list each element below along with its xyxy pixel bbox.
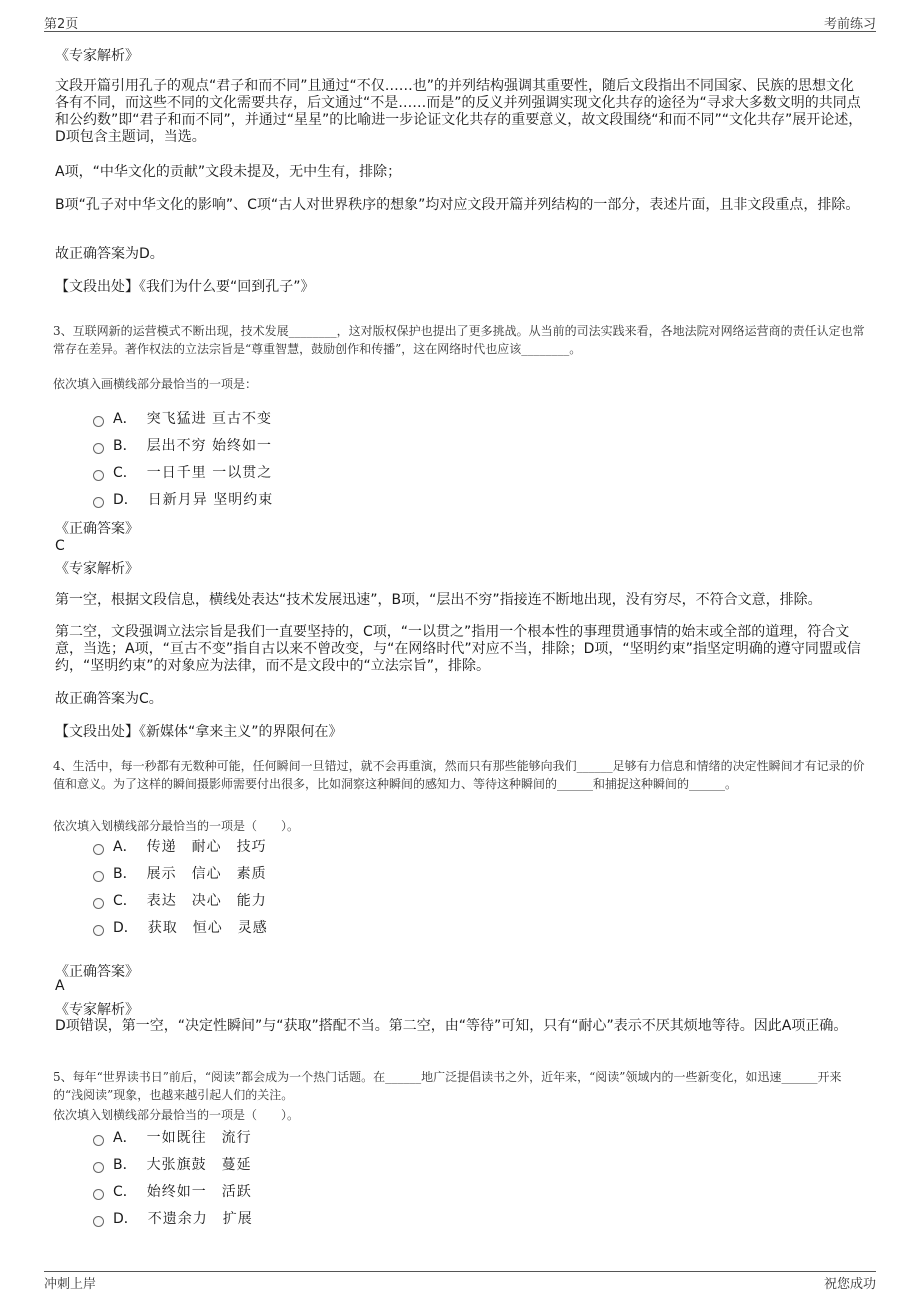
q3-option-d[interactable] [93, 489, 273, 509]
footer-right-text: 祝您成功 [823, 1277, 876, 1292]
q4-option-c[interactable] [93, 890, 267, 910]
correct-answer-label: 《正确答案》 [55, 964, 139, 980]
q3-option-a[interactable] [93, 408, 272, 428]
correct-answer-value: A [55, 978, 65, 994]
option-label: B． [113, 438, 137, 454]
option-text: 表达 决心 能力 [146, 893, 267, 909]
radio-icon[interactable] [93, 925, 104, 936]
q3-analysis-blank1: 第一空，根据文段信息，横线处表达“技术发展迅速”，B项，“层出不穷”指接连不断地出现，没有穷尽，不符合文意，排除。 [55, 592, 822, 608]
passage-source: 【文段出处】《我们为什么要“回到孔子”》 [55, 279, 315, 295]
option-text: 展示 信心 素质 [146, 866, 267, 882]
header-title: 考前练习 [823, 17, 876, 32]
question-4-text: 4、生活中，每一秒都有无数种可能，任何瞬间一旦错过，就不会再重演，然而只有那些能够向我们______足够有力信息和情绪的决定性瞬间才有记录的价值和意义。为了这样的瞬间摄影师需要付出很多，比如洞察这种瞬间的感知力、等待这种瞬间的______和捕捉这种瞬间的______。 [53, 759, 865, 791]
option-label: C． [113, 465, 137, 481]
page-number: 第2页 [44, 17, 79, 32]
question-5-instruction: 依次填入划横线部分最恰当的一项是（ ）。 [53, 1108, 300, 1122]
answer-text: 故正确答案为C。 [55, 691, 163, 707]
radio-icon[interactable] [93, 1135, 104, 1146]
option-label: D． [113, 1211, 138, 1227]
q4-option-b[interactable] [93, 863, 267, 883]
analysis-option-bc: B项“孔子对中华文化的影响”、C项“古人对世界秩序的想象”均对应文段开篇并列结构的一部分，表述片面，且非文段重点，排除。 [55, 197, 860, 213]
radio-icon[interactable] [93, 1216, 104, 1227]
answer-text: 故正确答案为D。 [55, 246, 164, 262]
option-label: A． [113, 1130, 137, 1146]
q3-option-c[interactable] [93, 462, 272, 482]
radio-icon[interactable] [93, 844, 104, 855]
passage-source: 【文段出处】《新媒体“拿来主义”的界限何在》 [55, 724, 343, 740]
option-label: B． [113, 1157, 137, 1173]
radio-icon[interactable] [93, 497, 104, 508]
radio-icon[interactable] [93, 443, 104, 454]
question-3-instruction: 依次填入画横线部分最恰当的一项是： [53, 377, 258, 391]
option-text: 突飞猛进 亘古不变 [146, 411, 273, 427]
option-label: A． [113, 839, 137, 855]
analysis-option-a: A项，“中华文化的贡献”文段未提及，无中生有，排除； [55, 164, 402, 180]
option-text: 一如既往 流行 [146, 1130, 252, 1146]
option-label: C． [113, 1184, 137, 1200]
option-label: C． [113, 893, 137, 909]
option-text: 日新月异 坚明约束 [147, 492, 274, 508]
expert-analysis-label: 《专家解析》 [55, 48, 139, 64]
option-label: B． [113, 866, 137, 882]
radio-icon[interactable] [93, 898, 104, 909]
option-text: 大张旗鼓 蔓延 [146, 1157, 252, 1173]
q4-option-a[interactable] [93, 836, 267, 856]
expert-analysis-text: 文段开篇引用孔子的观点“君子和而不同”且通过“不仅……也”的并列结构强调其重要性，随后文段指出不同国家、民族的思想文化各有不同，而这些不同的文化需要共存，后文通过“不是……而是”的反义并列强调实现文化共存的途径为“寻求大多数文明的共同点和公约数”即“君子和而不同”，并通过“星星”的比喻进一步论证文化共存的重要意义，故文段围绕“和而不同”“文化共存”展开论述，D项包含主题词，当选。 [55, 78, 863, 145]
option-label: D． [113, 920, 138, 936]
q5-option-a[interactable] [93, 1127, 252, 1147]
radio-icon[interactable] [93, 871, 104, 882]
q3-option-b[interactable] [93, 435, 272, 455]
question-5-text: 5、每年“世界读书日”前后，“阅读”都会成为一个热门话题。在______地广泛提倡读书之外，近年来，“阅读”领域内的一些新变化，如迅速______开来的“浅阅读”现象，也越来越引起人们的关注。 [53, 1070, 842, 1102]
radio-icon[interactable] [93, 1162, 104, 1173]
footer-rule [44, 1271, 876, 1272]
option-text: 获取 恒心 灵感 [147, 920, 268, 936]
expert-analysis-label: 《专家解析》 [55, 1002, 139, 1018]
option-label: D． [113, 492, 138, 508]
option-text: 不遗余力 扩展 [147, 1211, 253, 1227]
radio-icon[interactable] [93, 470, 104, 481]
footer-left-text: 冲刺上岸 [44, 1277, 97, 1292]
option-label: A． [113, 411, 137, 427]
q4-option-d[interactable] [93, 917, 268, 937]
q4-analysis-text: D项错误，第一空，“决定性瞬间”与“获取”搭配不当。第二空，由“等待”可知，只有“耐心”表示不厌其烦地等待。因此A项正确。 [55, 1018, 848, 1034]
correct-answer-value: C [55, 538, 65, 554]
option-text: 始终如一 活跃 [146, 1184, 252, 1200]
q5-option-b[interactable] [93, 1154, 252, 1174]
option-text: 层出不穷 始终如一 [146, 438, 273, 454]
question-3-text: 3、互联网新的运营模式不断出现，技术发展________，这对版权保护也提出了更多挑战。从当前的司法实践来看，各地法院对网络运营商的责任认定也常常存在差异。著作权法的立法宗旨是“尊重智慧，鼓励创作和传播”，这在网络时代也应该________。 [53, 324, 865, 356]
expert-analysis-label: 《专家解析》 [55, 561, 139, 577]
radio-icon[interactable] [93, 1189, 104, 1200]
question-4-instruction: 依次填入划横线部分最恰当的一项是（ ）。 [53, 819, 300, 833]
q3-analysis-blank2: 第二空，文段强调立法宗旨是我们一直要坚持的，C项，“一以贯之”指用一个根本性的事理贯通事情的始末或全部的道理，符合文意，当选；A项，“亘古不变”指自古以来不曾改变，与“在网络时代”对应不当，排除；D项，“坚明约束”指坚定明确的遵守同盟或信约，“坚明约束”的对象应为法律，而不是文段中的“立法宗旨”，排除。 [55, 624, 861, 674]
radio-icon[interactable] [93, 416, 104, 427]
q5-option-c[interactable] [93, 1181, 252, 1201]
option-text: 传递 耐心 技巧 [146, 839, 267, 855]
option-text: 一日千里 一以贯之 [146, 465, 273, 481]
header-rule [44, 31, 876, 32]
correct-answer-label: 《正确答案》 [55, 521, 139, 537]
q5-option-d[interactable] [93, 1208, 253, 1228]
